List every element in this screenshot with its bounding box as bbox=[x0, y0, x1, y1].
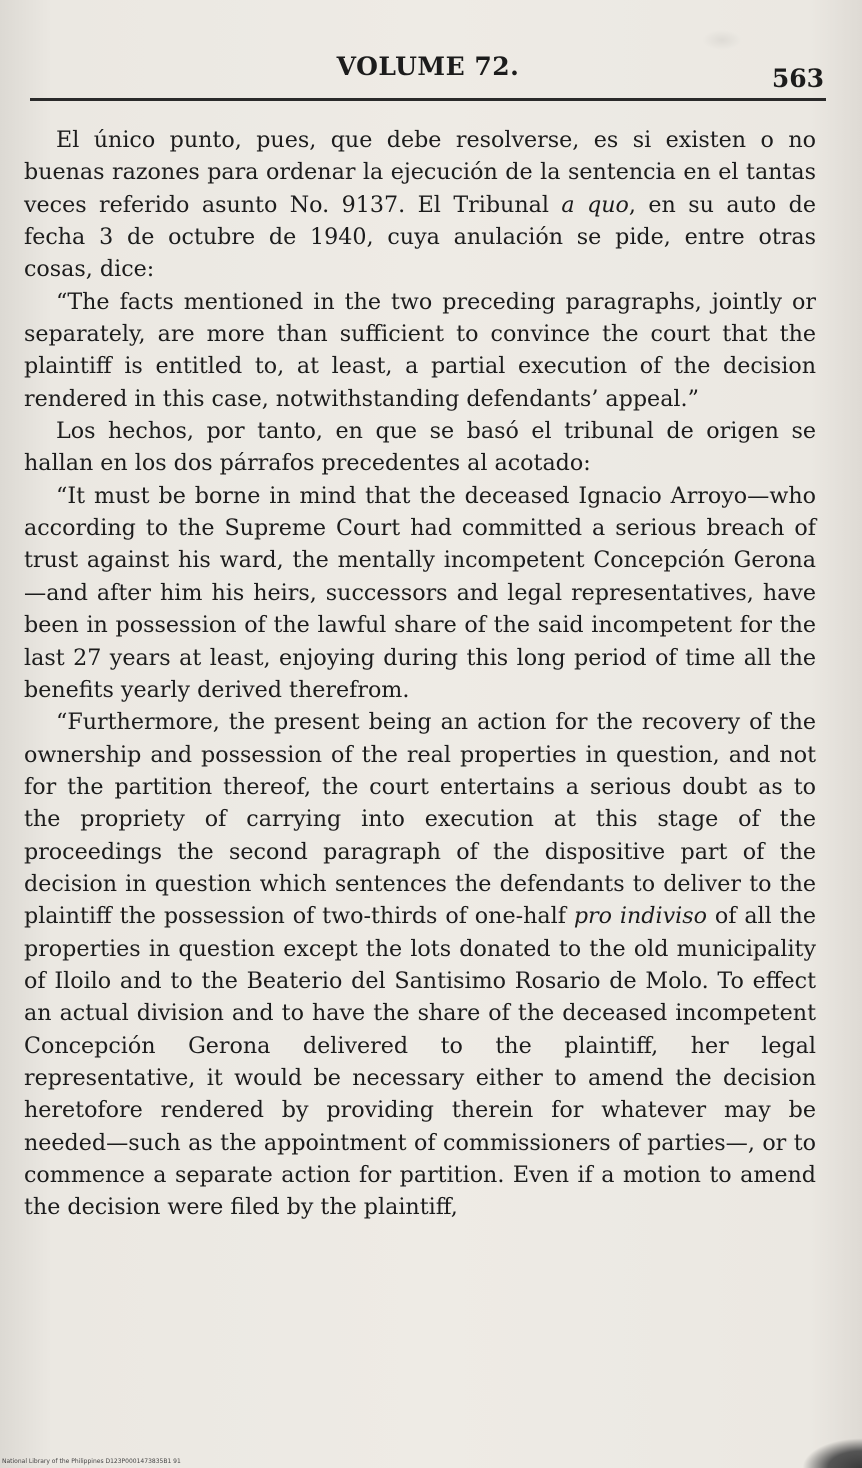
page-header bbox=[30, 52, 826, 96]
running-title: VOLUME 72. bbox=[336, 52, 520, 81]
scan-thumb-shadow bbox=[802, 1438, 862, 1468]
paragraph-text: , en su auto de fecha 3 de octubre de 1940, cuya anulación se pide, entre otras cosas, dice: bbox=[24, 191, 816, 283]
paragraph bbox=[24, 415, 816, 480]
paragraph-text: of all the properties in question except the lots donated to the old municipality of Iloilo and to the Beaterio del Santisimo Rosario de Molo. To effect an actual division and to have the share of the deceased incompetent Concepción Gerona delivered to the plaintiff, her legal representative, it would be necessary either to amend the decision heretofore rendered by providing therein for whatever may be needed—such as the appointment of commissioners of parties—, or to commence a separate action for partition. Even if a motion to amend the decision were filed by the plaintiff, bbox=[24, 903, 816, 1221]
paragraph-text: El único punto, pues, que debe resolverse, es si existen o no buenas razones para ordenar la ejecución de la sentencia en el tantas veces referido asunto No. 9137. El Tribunal bbox=[24, 127, 816, 218]
paragraph-text: “The facts mentioned in the two preceding paragraphs, jointly or separately, are more than sufficient to convince the court that the plaintiff is entitled to, at least, a partial execution of the decision rendered in this case, notwithstanding defendants’ appeal.” bbox=[24, 288, 816, 412]
quoted-paragraph bbox=[24, 480, 816, 706]
paper-stain bbox=[702, 30, 742, 50]
paragraph-text: “Furthermore, the present being an action for the recovery of the ownership and possession of the real properties in question, and not for the partition thereof, the court entertains a serious doubt as to the propriety of carrying into execution at this stage of the proceedings the second paragraph of the dispositive part of the decision in question which sentences the defendants to deliver to the plaintiff the possession of two-thirds of one-half bbox=[24, 709, 816, 930]
paragraph-text: Los hechos, por tanto, en que se basó el tribunal de origen se hallan en los dos párrafos precedentes al acotado: bbox=[24, 418, 816, 477]
italic-term: a quo bbox=[561, 191, 629, 218]
italic-term: pro indiviso bbox=[573, 903, 707, 930]
page-number: 563 bbox=[771, 64, 824, 93]
header-rule bbox=[30, 98, 826, 101]
paragraph bbox=[24, 124, 816, 286]
quoted-paragraph bbox=[24, 706, 816, 1224]
scan-credit: National Library of the Philippines D123P0001473835B1 91 bbox=[2, 1458, 181, 1465]
body-text bbox=[24, 124, 816, 1224]
paragraph-text: “It must be borne in mind that the deceased Ignacio Arroyo—who according to the Supreme Court had committed a serious breach of trust against his ward, the mentally incompetent Concepción Gerona—and after him his heirs, successors and legal representatives, have been in possession of the lawful share of the said incompetent for the last 27 years at least, enjoying during this long period of time all the benefits yearly derived therefrom. bbox=[24, 482, 816, 703]
quoted-paragraph bbox=[24, 286, 816, 415]
